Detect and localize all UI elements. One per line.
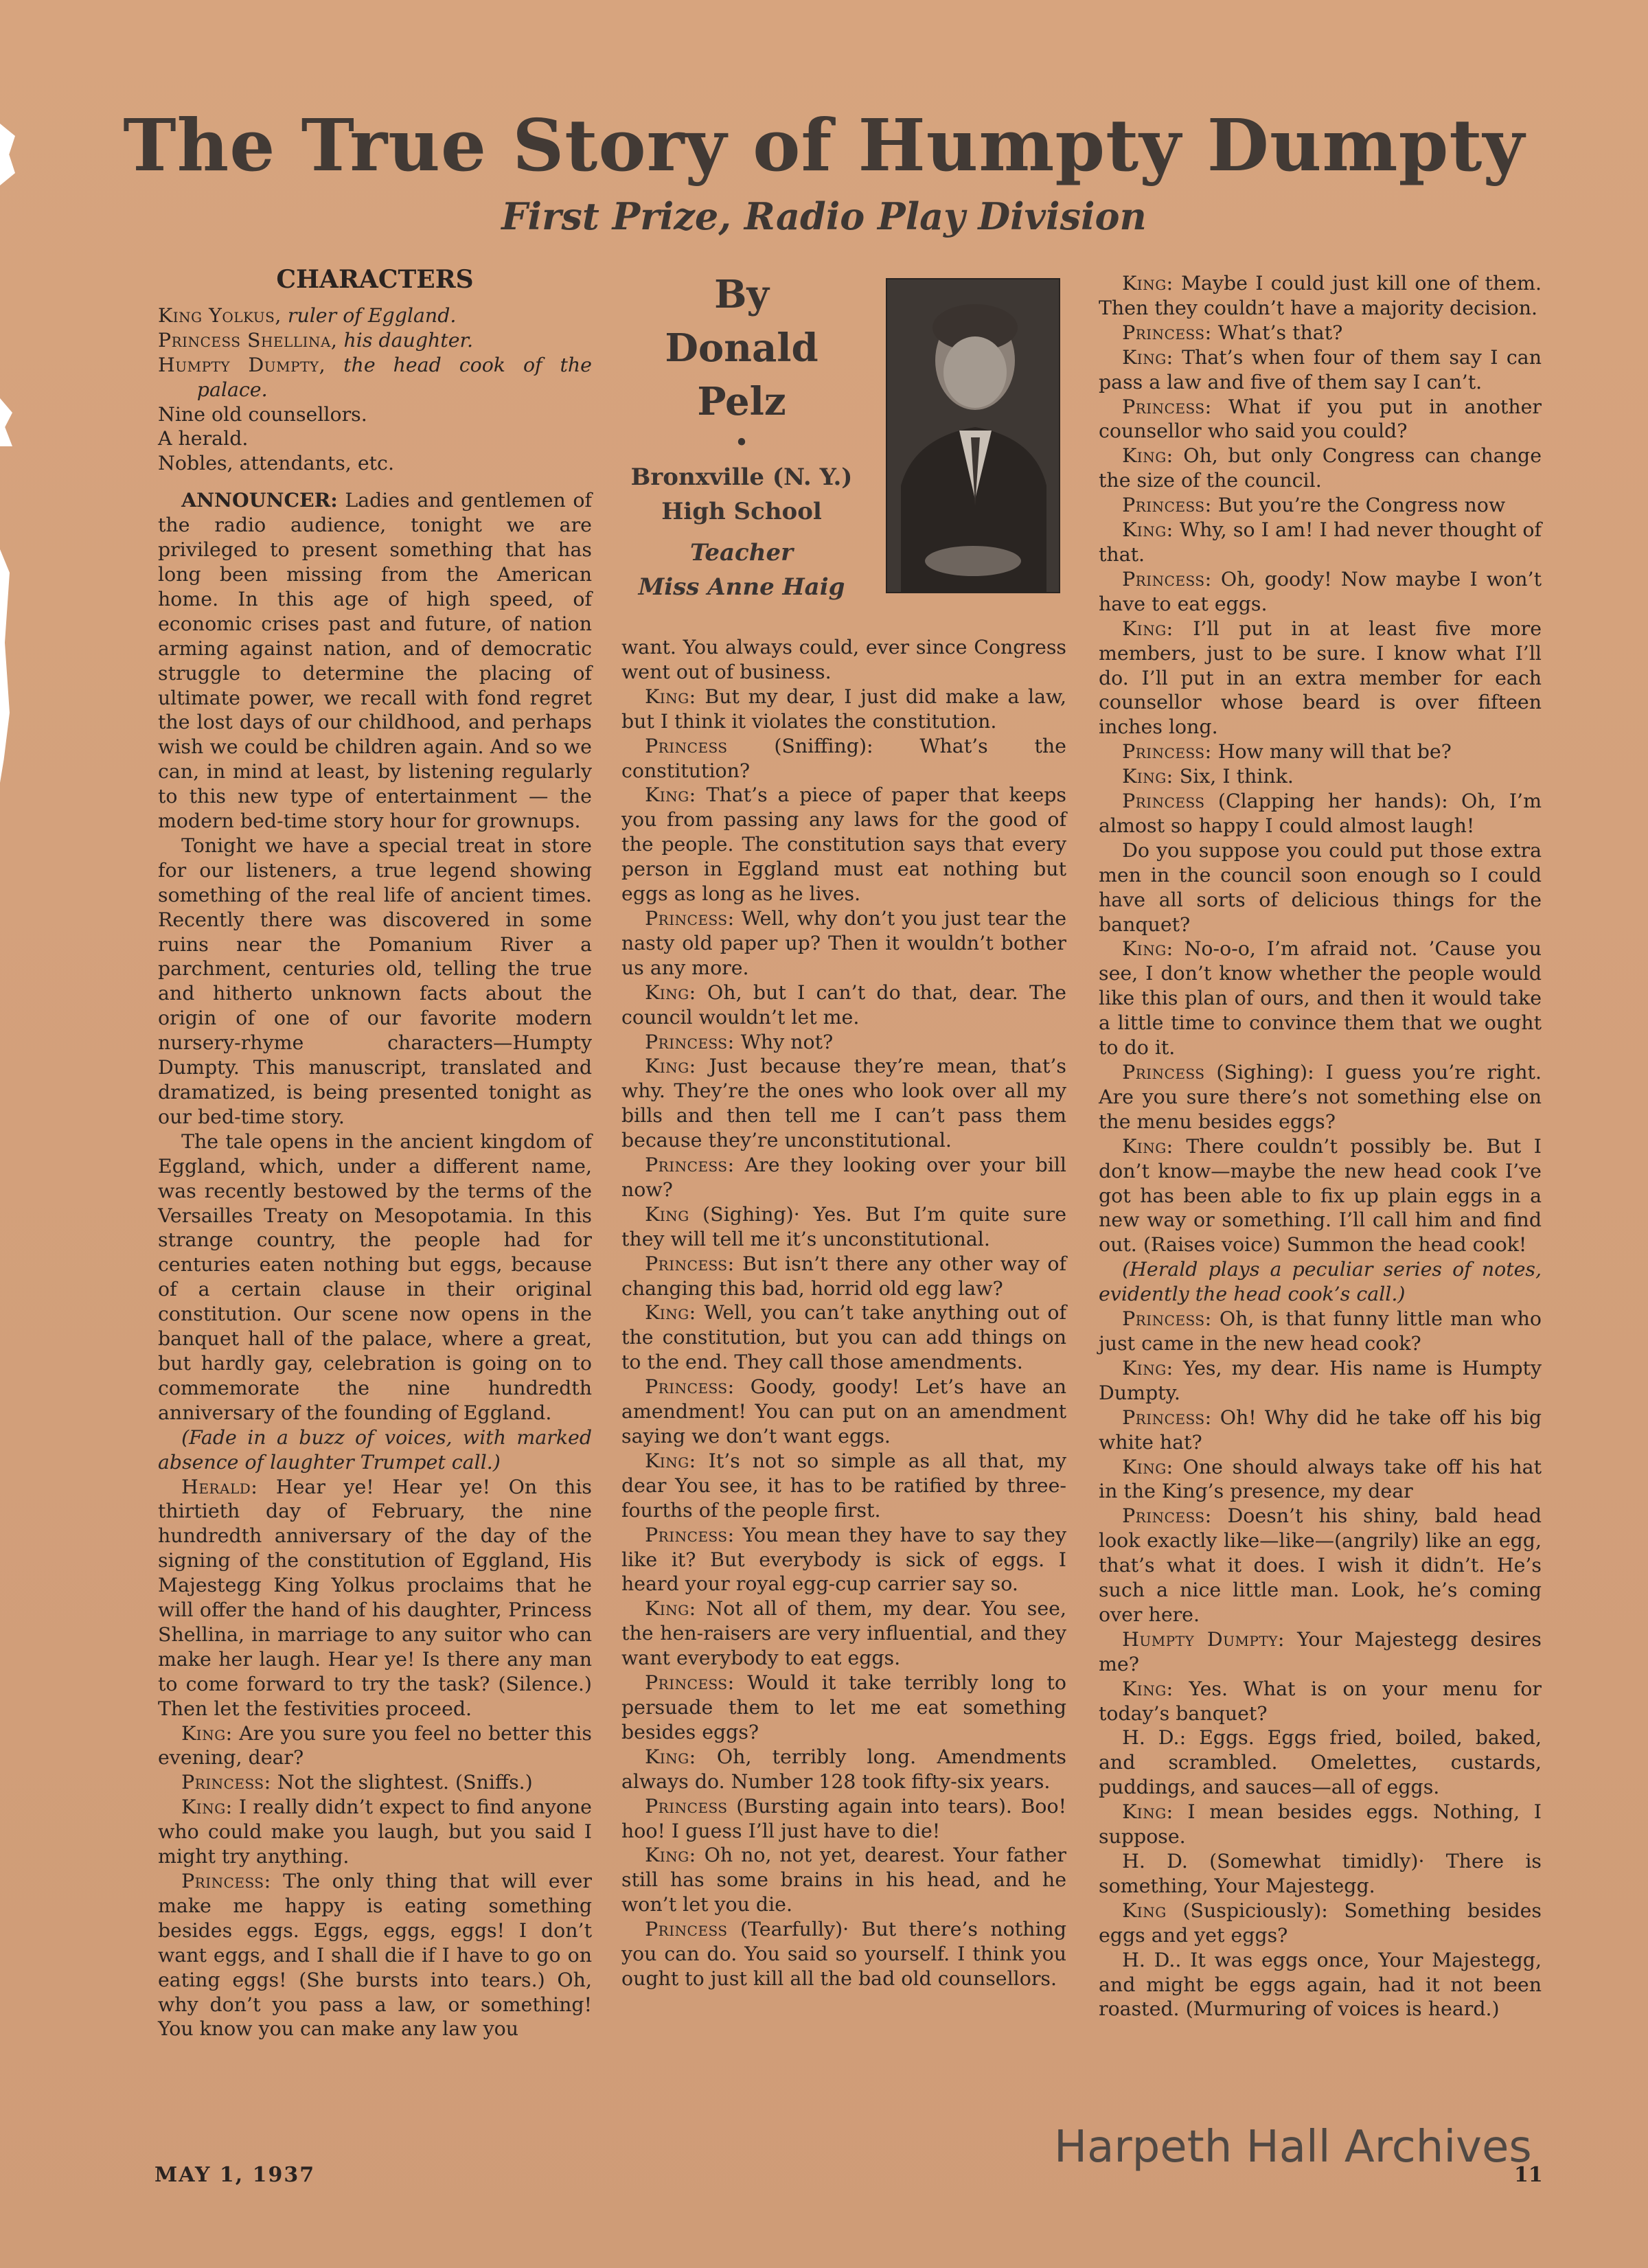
dialogue-paragraph: [621, 1843, 1066, 1917]
dialogue-paragraph: [158, 1770, 592, 1795]
speaker-name: King:: [1122, 345, 1174, 369]
speaker-name: Princess: [645, 1794, 728, 1818]
dialogue-paragraph: [1099, 271, 1542, 321]
dialogue-paragraph: [621, 1523, 1066, 1597]
dialogue-paragraph: [621, 1030, 1066, 1055]
dialogue-paragraph: [621, 1745, 1066, 1794]
dialogue-paragraph: [1099, 1948, 1542, 2022]
speaker-name: King:: [1122, 1134, 1174, 1158]
school-type: High School: [661, 498, 822, 525]
dialogue-text: H. D.: Eggs. Eggs fried, boiled, baked, and scrambled. Omelettes, custards, puddings, and sauces—all of eggs.: [1099, 1726, 1542, 1799]
dialogue-paragraph: [621, 981, 1066, 1030]
cast-description: the head cook of the palace.: [196, 353, 592, 401]
dialogue-text: Six, I think.: [1173, 765, 1294, 788]
cast-description: A herald.: [158, 427, 249, 450]
speaker-name: King:: [645, 783, 696, 807]
speaker-name: King:: [1122, 1677, 1174, 1700]
dialogue-paragraph: [621, 783, 1066, 906]
dialogue-text: Why not?: [734, 1030, 834, 1053]
column-1: [158, 265, 592, 2041]
cast-member: [158, 328, 592, 353]
dialogue-paragraph: [621, 734, 1066, 783]
speaker-name: King:: [181, 1796, 233, 1819]
dialogue-text: (Tearfully)· But there’s nothing you can do. You said so yourself. I think you ought to just kill all the bad old counsellors.: [621, 1918, 1066, 1990]
speaker-name: King:: [645, 1597, 696, 1620]
dialogue-text: Maybe I could just kill one of them. Then they couldn’t have a majority decision.: [1099, 272, 1542, 319]
dialogue-text: (Sighing): I guess you’re right. Are you sure there’s not something else on the menu besides eggs?: [1099, 1061, 1542, 1133]
dialogue-text: Tonight we have a special treat in store for our listeners, a true legend showing something of the real life of ancient times. Recently there was discovered in some ruins near the Pomanium River a parchment, centuries old, telling the true and hitherto unknown facts about the origin of one of our favorite modern nursery-rhyme characters—Humpty Dumpty. This manuscript, translated and dramatized, is being presented tonight as our bed-time story.: [158, 834, 592, 1128]
dialogue-text: Not the slightest. (Sniffs.): [271, 1771, 533, 1794]
dialogue-paragraph: [1099, 838, 1542, 937]
dialogue-paragraph: [621, 1054, 1066, 1153]
dialogue-text: (Herald plays a peculiar series of notes, evidently the head cook’s call.): [1099, 1258, 1542, 1306]
dialogue-text: Your Majestegg desires me?: [1099, 1627, 1542, 1675]
cast-name: King Yolkus,: [158, 303, 282, 327]
author-first-name: Donald: [665, 325, 819, 371]
dialogue-text: Are they looking over your bill now?: [621, 1154, 1066, 1201]
dialogue-paragraph: [1099, 1849, 1542, 1899]
dialogue-text: Are you sure you feel no better this evening, dear?: [158, 1721, 592, 1769]
dialogue-paragraph: [621, 1202, 1066, 1252]
dialogue-text: It’s not so simple as all that, my dear You see, it has to be ratified by three-fourths of the people first.: [621, 1449, 1066, 1522]
dialogue-text: Hear ye! Hear ye! On this thirtieth day of February, the nine hundredth anniversary of the day of the signing of the constitution of Eggland, His Majestegg King Yolkus proclaims that he will offer the hand of his daughter, Princess Shellina, in marriage to any suitor who can make her laugh. Hear ye! Is there any man to come forward to try the task? (Silence.) Then let the festivities proceed.: [158, 1475, 592, 1720]
cast-list: [158, 303, 592, 476]
dialogue-text: I’ll put in at least five more members, just to be sure. I know what I’ll do. I’ll put in an extra member for each counsellor whose beard is over fifteen inches long.: [1099, 617, 1542, 739]
column-3: [1099, 271, 1542, 2021]
speaker-name: King:: [181, 1721, 233, 1745]
dialogue-text: Would it take terribly long to persuade them to let me eat something besides eggs?: [621, 1671, 1066, 1743]
dialogue-text: Oh no, not yet, dearest. Your father still has some brains in his head, and he won’t let you die.: [621, 1844, 1066, 1916]
dialogue-paragraph: [1099, 1307, 1542, 1356]
school-name: Bronxville (N. Y.): [630, 463, 853, 491]
dialogue-paragraph: [1099, 1060, 1542, 1134]
dialogue-paragraph: [158, 1425, 592, 1475]
speaker-name: Princess:: [181, 1771, 271, 1794]
dialogue-paragraph: [1099, 1356, 1542, 1406]
dialogue-text: Oh, but I can’t do that, dear. The council wouldn’t let me.: [621, 981, 1066, 1029]
author-photo: [886, 278, 1060, 593]
dialogue-paragraph: [621, 1794, 1066, 1844]
dialogue-paragraph: [1099, 345, 1542, 395]
speaker-name: King:: [1122, 1455, 1174, 1478]
dialogue-text: That’s a piece of paper that keeps you from passing any laws for the good of the people. The constitution says that every person in Eggland must eat nothing but eggs as long as he lives.: [621, 783, 1066, 906]
speaker-name: ANNOUNCER:: [181, 488, 338, 512]
dialogue-paragraph: [1099, 1504, 1542, 1627]
speaker-name: King:: [645, 981, 696, 1004]
characters-heading: CHARACTERS: [276, 265, 474, 294]
dialogue-text: Oh, terribly long. Amendments always do. Number 128 took fifty-six years.: [621, 1745, 1066, 1793]
byline-by: By: [714, 272, 769, 317]
cast-member: [158, 451, 592, 476]
dialogue-text: (Sighing)· Yes. But I’m quite sure they will tell me it’s unconstitutional.: [621, 1202, 1066, 1250]
dialogue-text: I mean besides eggs. Nothing, I suppose.: [1099, 1800, 1542, 1848]
issue-date: MAY 1, 1937: [154, 2163, 316, 2187]
dialogue-paragraph: [158, 1475, 592, 1721]
dialogue-paragraph: [621, 1153, 1066, 1202]
speaker-name: Princess:: [1122, 567, 1212, 591]
byline-bullet: •: [734, 429, 749, 457]
dialogue-paragraph: [1099, 789, 1542, 838]
dialogue-text: One should always take off his hat in the King’s presence, my dear: [1099, 1455, 1542, 1503]
dialogue-text: I really didn’t expect to find anyone who could make you laugh, but you said I might try anything.: [158, 1796, 592, 1868]
speaker-name: King:: [1122, 765, 1174, 788]
dialogue-text: Do you suppose you could put those extra men in the council soon enough so I could have all sorts of delicious things for the banquet?: [1099, 838, 1542, 936]
dialogue-paragraph: [1099, 937, 1542, 1060]
speaker-name: King:: [645, 1301, 696, 1325]
speaker-name: King:: [645, 685, 696, 708]
dialogue-paragraph: [621, 1252, 1066, 1301]
speaker-name: King:: [645, 1055, 696, 1078]
speaker-name: Princess: [645, 1918, 728, 1941]
teacher-label: Teacher: [689, 539, 794, 566]
dialogue-paragraph: [1099, 1800, 1542, 1849]
dialogue-paragraph: [158, 1869, 592, 2041]
dialogue-text: That’s when four of them say I can pass a law and five of them say I can’t.: [1099, 345, 1542, 393]
dialogue-text: Oh, is that funny little man who just came in the new head cook?: [1099, 1307, 1542, 1355]
cast-description: Nobles, attendants, etc.: [158, 452, 394, 475]
speaker-name: Princess:: [1122, 494, 1212, 517]
cast-member: [158, 402, 592, 427]
cast-member: [158, 353, 592, 402]
dialogue-text: Yes, my dear. His name is Humpty Dumpty.: [1099, 1356, 1542, 1404]
speaker-name: Princess:: [645, 1523, 735, 1546]
dialogue-text: Well, why don’t you just tear the nasty old paper up? Then it wouldn’t bother us any more.: [621, 906, 1066, 979]
dialogue-text: But isn’t there any other way of changing this bad, horrid old egg law?: [621, 1252, 1066, 1300]
speaker-name: Princess: [645, 734, 728, 757]
dialogue-text: The only thing that will ever make me happy is eating something besides eggs. Eggs, eggs, eggs! I don’t want eggs, and I shall die if I have to go on eating eggs! (She bursts into tears.) Oh, why don’t you pass a law, or something! You know you can make any law you: [158, 1870, 592, 2041]
dialogue-text: Goody, goody! Let’s have an amendment! You can put on an amendment saying we don’t want eggs.: [621, 1375, 1066, 1447]
dialogue-paragraph: [1099, 567, 1542, 617]
speaker-name: Princess:: [181, 1870, 271, 1892]
dialogue-paragraph: [621, 685, 1066, 734]
speaker-name: King:: [1122, 444, 1174, 468]
dialogue-text: Yes. What is on your menu for today’s banquet?: [1099, 1677, 1542, 1725]
speaker-name: Princess:: [1122, 321, 1212, 344]
page-number: 11: [1514, 2163, 1543, 2187]
dialogue-paragraph: [1099, 395, 1542, 444]
speaker-name: King:: [645, 1745, 696, 1768]
dialogue-text: But you’re the Congress now: [1211, 494, 1506, 517]
cast-name: Humpty Dumpty,: [158, 353, 326, 376]
dialogue-paragraph: [1099, 444, 1542, 493]
dialogue-paragraph: [621, 906, 1066, 981]
dialogue-paragraph: [1099, 740, 1542, 764]
dialogue-paragraph: [1099, 1134, 1542, 1258]
dialogue-paragraph: [621, 1917, 1066, 1991]
dialogue-text: There couldn’t possibly be. But I don’t know—maybe the new head cook I’ve got has been able to fix up plain eggs in a new way or something. I’ll call him and find out. (Raises voice) Summon the head cook!: [1099, 1134, 1542, 1257]
speaker-name: Humpty Dumpty:: [1122, 1627, 1285, 1651]
dialogue-paragraph: [1099, 764, 1542, 789]
dialogue-text: The tale opens in the ancient kingdom of Eggland, which, under a different name, was recently bestowed by the terms of the Versailles Treaty on Mesopotamia. In this strange country, the people had for centuries eaten nothing but eggs, because of a certain clause in their original constitution. Our scene now opens in the banquet hall of the palace, where a great, but hardly gay, celebration is going on to commemorate the nine hundredth anniversary of the founding of Eggland.: [158, 1130, 592, 1424]
speaker-name: King:: [645, 1844, 696, 1867]
speaker-name: King:: [1122, 617, 1174, 640]
teacher-name: Miss Anne Haig: [638, 573, 845, 601]
dialogue-paragraph: [621, 1596, 1066, 1671]
dialogue-text: Ladies and gentlemen of the radio audience, tonight we are privileged to present something that has long been missing from the American home. In this age of high speed, of economic crises past and future, of nation arming against nation, and of democratic struggle to determine the placing of ultimate power, we recall with fond regret the lost days of our childhood, and perhaps wish we could be children again. And so we can, in mind at least, by listening regularly to this new type of entertainment — the modern bed-time story hour for grownups.: [158, 489, 592, 833]
dialogue-text: Why, so I am! I had never thought of that.: [1099, 518, 1542, 566]
cast-member: [158, 426, 592, 451]
speaker-name: Princess:: [645, 906, 735, 930]
speaker-name: King: [645, 1202, 689, 1226]
speaker-name: King:: [1122, 1800, 1174, 1824]
speaker-name: King:: [645, 1449, 696, 1472]
speaker-name: Herald:: [181, 1475, 258, 1498]
dialogue-paragraph: [621, 1301, 1066, 1375]
dialogue-text: Oh, goody! Now maybe I won’t have to eat eggs.: [1099, 567, 1542, 615]
byline: [611, 268, 872, 604]
dialogue-paragraph: [158, 1795, 592, 1869]
dialogue-text: How many will that be?: [1211, 740, 1452, 764]
dialogue-paragraph: [1099, 1899, 1542, 1948]
speaker-name: Princess:: [1122, 1504, 1212, 1528]
speaker-name: Princess:: [1122, 1307, 1212, 1331]
cast-description: ruler of Eggland.: [281, 303, 457, 327]
dialogue-paragraph: [1099, 617, 1542, 740]
speaker-name: King:: [1122, 518, 1174, 542]
dialogue-paragraph: [1099, 1257, 1542, 1307]
dialogue-text: Doesn’t his shiny, bald head look exactly like—like—(angrily) like an egg, that’s what it does. I wish it didn’t. He’s such a nice little man. Look, he’s coming over here.: [1099, 1504, 1542, 1626]
dialogue-paragraph: [621, 1375, 1066, 1449]
dialogue-text: want. You always could, ever since Congress went out of business.: [621, 636, 1066, 683]
speaker-name: Princess:: [1122, 740, 1212, 764]
column-1-body: [158, 488, 592, 2041]
dialogue-text: Well, you can’t take anything out of the constitution, but you can add things on to the end. They call those amendments.: [621, 1301, 1066, 1374]
dialogue-paragraph: [1099, 321, 1542, 345]
speaker-name: Princess:: [645, 1671, 735, 1695]
column-2: [621, 635, 1066, 1991]
dialogue-paragraph: [1099, 1455, 1542, 1504]
dialogue-text: Just because they’re mean, that’s why. They’re the ones who look over all my bills and then tell me I can’t pass them because they’re unconstitutional.: [621, 1055, 1066, 1152]
article-subtitle: First Prize, Radio Play Division: [501, 194, 1147, 238]
dialogue-text: (Clapping her hands): Oh, I’m almost so happy I could almost laugh!: [1099, 790, 1542, 837]
dialogue-text: What if you put in another counsellor who said you could?: [1099, 395, 1542, 443]
dialogue-text: (Fade in a buzz of voices, with marked absence of laughter Trumpet call.): [158, 1425, 592, 1474]
dialogue-text: H. D.. It was eggs once, Your Majestegg, and might be eggs again, had it not been roasted. (Murmuring of voices is heard.): [1099, 1948, 1542, 2021]
speaker-name: Princess:: [645, 1154, 735, 1177]
dialogue-paragraph: [621, 635, 1066, 685]
torn-edge: [0, 549, 10, 783]
dialogue-paragraph: [1099, 1627, 1542, 1677]
dialogue-paragraph: [158, 488, 592, 834]
dialogue-paragraph: [1099, 493, 1542, 518]
dialogue-text: No-o-o, I’m afraid not. ’Cause you see, I don’t know whether the people would like this plan of ours, and then it would take a little time to convince them that we ought to do it.: [1099, 937, 1542, 1059]
speaker-name: Princess:: [645, 1030, 735, 1053]
dialogue-text: But my dear, I just did make a law, but I think it violates the constitution.: [621, 685, 1066, 733]
speaker-name: Princess:: [645, 1252, 735, 1275]
dialogue-text: (Bursting again into tears). Boo! hoo! I guess I’ll just have to die!: [621, 1794, 1066, 1842]
cast-member: [158, 303, 592, 328]
dialogue-text: What’s that?: [1211, 321, 1343, 344]
dialogue-paragraph: [621, 1449, 1066, 1523]
dialogue-paragraph: [158, 1721, 592, 1771]
author-portrait-image: [887, 279, 1059, 592]
cast-description: Nine old counsellors.: [158, 402, 367, 426]
dialogue-paragraph: [1099, 1677, 1542, 1726]
speaker-name: King:: [1122, 937, 1174, 961]
speaker-name: King:: [1122, 272, 1174, 295]
dialogue-text: Oh! Why did he take off his big white hat?: [1099, 1406, 1542, 1454]
cast-description: his daughter.: [337, 328, 473, 352]
dialogue-paragraph: [158, 1130, 592, 1425]
speaker-name: Princess:: [1122, 1406, 1212, 1429]
dialogue-text: Oh, but only Congress can change the size of the council.: [1099, 444, 1542, 492]
dialogue-text: H. D. (Somewhat timidly)· There is something, Your Majestegg.: [1099, 1850, 1542, 1897]
dialogue-paragraph: [158, 834, 592, 1130]
dialogue-paragraph: [621, 1671, 1066, 1745]
speaker-name: Princess:: [1122, 395, 1212, 418]
torn-edge: [0, 398, 12, 446]
dialogue-paragraph: [1099, 518, 1542, 567]
dialogue-text: You mean they have to say they like it? But everybody is sick of eggs. I heard your royal egg-cup carrier say so.: [621, 1523, 1066, 1596]
dialogue-text: Not all of them, my dear. You see, the hen-raisers are very influential, and they want everybody to eat eggs.: [621, 1597, 1066, 1670]
article-title: The True Story of Humpty Dumpty: [123, 103, 1525, 187]
dialogue-paragraph: [1099, 1726, 1542, 1800]
speaker-name: Princess: [1122, 790, 1205, 813]
speaker-name: King: [1122, 1899, 1167, 1922]
author-last-name: Pelz: [697, 379, 786, 424]
speaker-name: Princess: [1122, 1061, 1205, 1084]
dialogue-text: (Suspiciously): Something besides eggs and yet eggs?: [1099, 1899, 1542, 1947]
speaker-name: Princess:: [645, 1375, 735, 1399]
dialogue-text: (Sniffing): What’s the constitution?: [621, 734, 1066, 782]
cast-name: Princess Shellina,: [158, 328, 338, 352]
archive-watermark: Harpeth Hall Archives: [1054, 2122, 1532, 2173]
dialogue-paragraph: [1099, 1406, 1542, 1455]
speaker-name: King:: [1122, 1356, 1174, 1379]
